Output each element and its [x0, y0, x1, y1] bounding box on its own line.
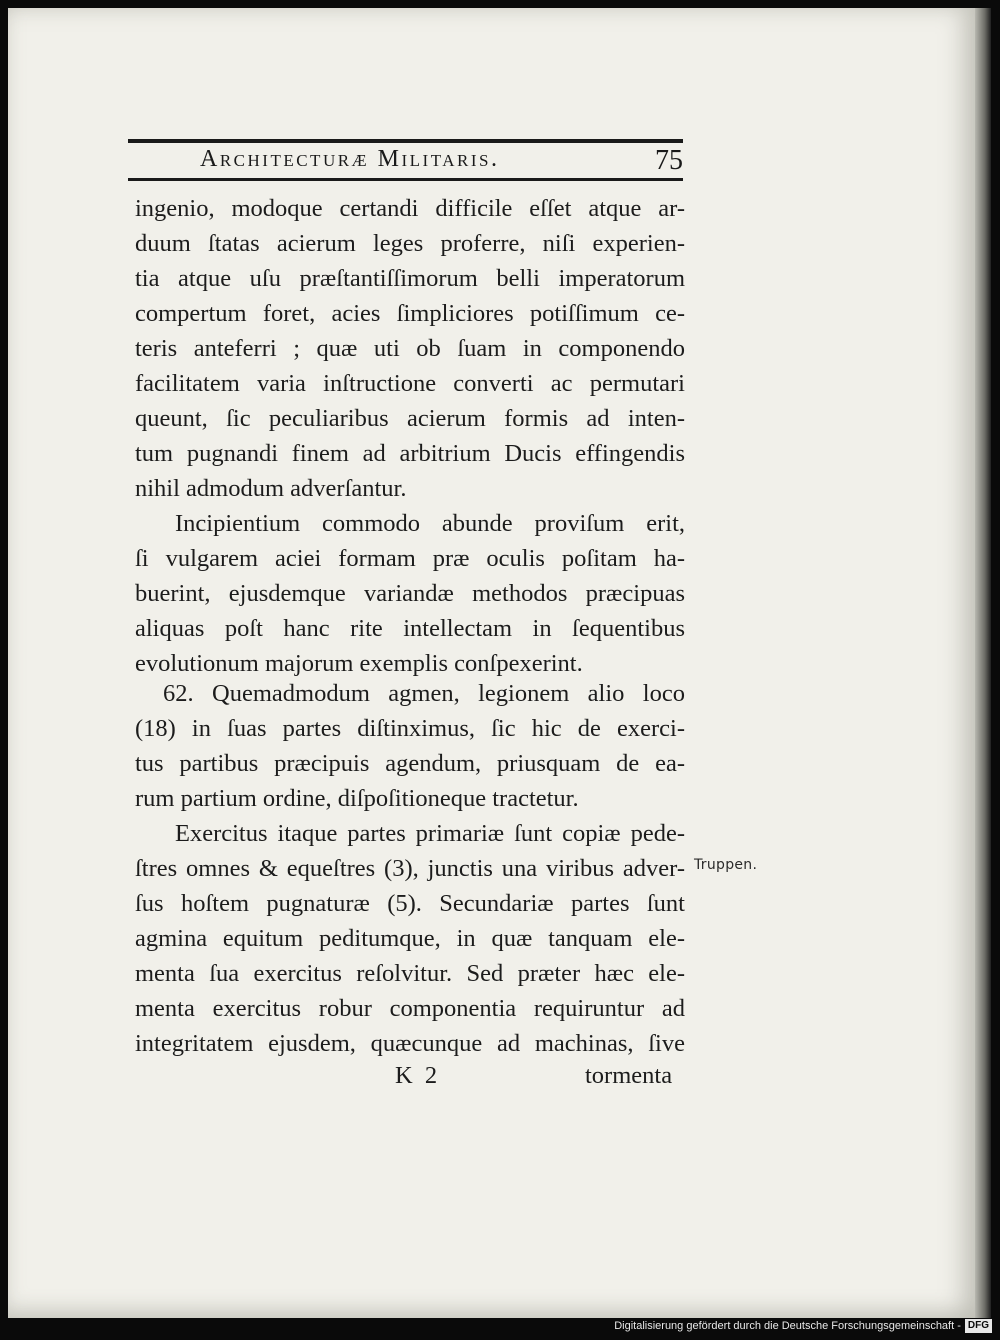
text-line: agmina equitum peditumque, in quæ tanquam ele- — [135, 925, 685, 952]
text-line: buerint, ejusdemque variandæ methodos præcipuas — [135, 580, 685, 607]
footer-text: Digitalisierung gefördert durch die Deutsche Forschungsgemeinschaft - — [614, 1320, 961, 1332]
text-line: aliquas poſt hanc rite intellectam in ſequentibus — [135, 615, 685, 642]
text-line: (18) in ſuas partes diſtinximus, ſic hic de exerci- — [135, 715, 685, 742]
text-line: nihil admodum adverſantur. — [135, 475, 407, 502]
text-line: ſi vulgarem aciei formam præ oculis poſitam ha- — [135, 545, 685, 572]
text-line: menta exercitus robur componentia requiruntur ad — [135, 995, 685, 1022]
text-line: facilitatem varia inſtructione converti ac permutari — [135, 370, 685, 397]
text-line: teris anteferri ; quæ uti ob ſuam in componendo — [135, 335, 685, 362]
margin-note: Truppen. — [694, 857, 758, 873]
catchword: tormenta — [585, 1062, 673, 1089]
text-line: menta ſua exercitus reſolvitur. Sed præter hæc ele- — [135, 960, 685, 987]
page-number: 75 — [655, 145, 683, 176]
text-line: compertum foret, acies ſimpliciores potiſſimum ce- — [135, 300, 685, 327]
running-head: Architecturæ Militaris. — [200, 146, 500, 172]
text-line: tus partibus præcipuis agendum, priusquam de ea- — [135, 750, 685, 777]
text-line: queunt, ſic peculiaribus acierum formis ad inten- — [135, 405, 685, 432]
page-edge — [975, 8, 991, 1318]
footer-credit — [614, 1318, 992, 1334]
text-line: Incipientium commodo abunde proviſum erit, — [175, 510, 685, 537]
text-line: ſus hoſtem pugnaturæ (5). Secundariæ partes ſunt — [135, 890, 685, 917]
header-rule-bottom — [128, 178, 683, 181]
text-line: evolutionum majorum exemplis conſpexerint. — [135, 650, 583, 677]
text-line: ingenio, modoque certandi difficile eſſet atque ar- — [135, 195, 685, 222]
text-line: Exercitus itaque partes primariæ ſunt copiæ pede- — [175, 820, 685, 847]
text-line: 62. Quemadmodum agmen, legionem alio loco — [163, 680, 685, 707]
header-rule-top — [128, 139, 683, 143]
dfg-logo-icon: DFG — [965, 1319, 992, 1333]
text-line: ſtres omnes & equeſtres (3), junctis una viribus adver- — [135, 855, 685, 882]
text-line: rum partium ordine, diſpoſitioneque tractetur. — [135, 785, 579, 812]
text-line: tia atque uſu præſtantiſſimorum belli imperatorum — [135, 265, 685, 292]
text-line: integritatem ejusdem, quæcunque ad machinas, ſive — [135, 1030, 685, 1057]
text-line: tum pugnandi finem ad arbitrium Ducis effingendis — [135, 440, 685, 467]
text-line: duum ſtatas acierum leges proferre, niſi experien- — [135, 230, 685, 257]
signature-mark: K 2 — [395, 1062, 441, 1089]
